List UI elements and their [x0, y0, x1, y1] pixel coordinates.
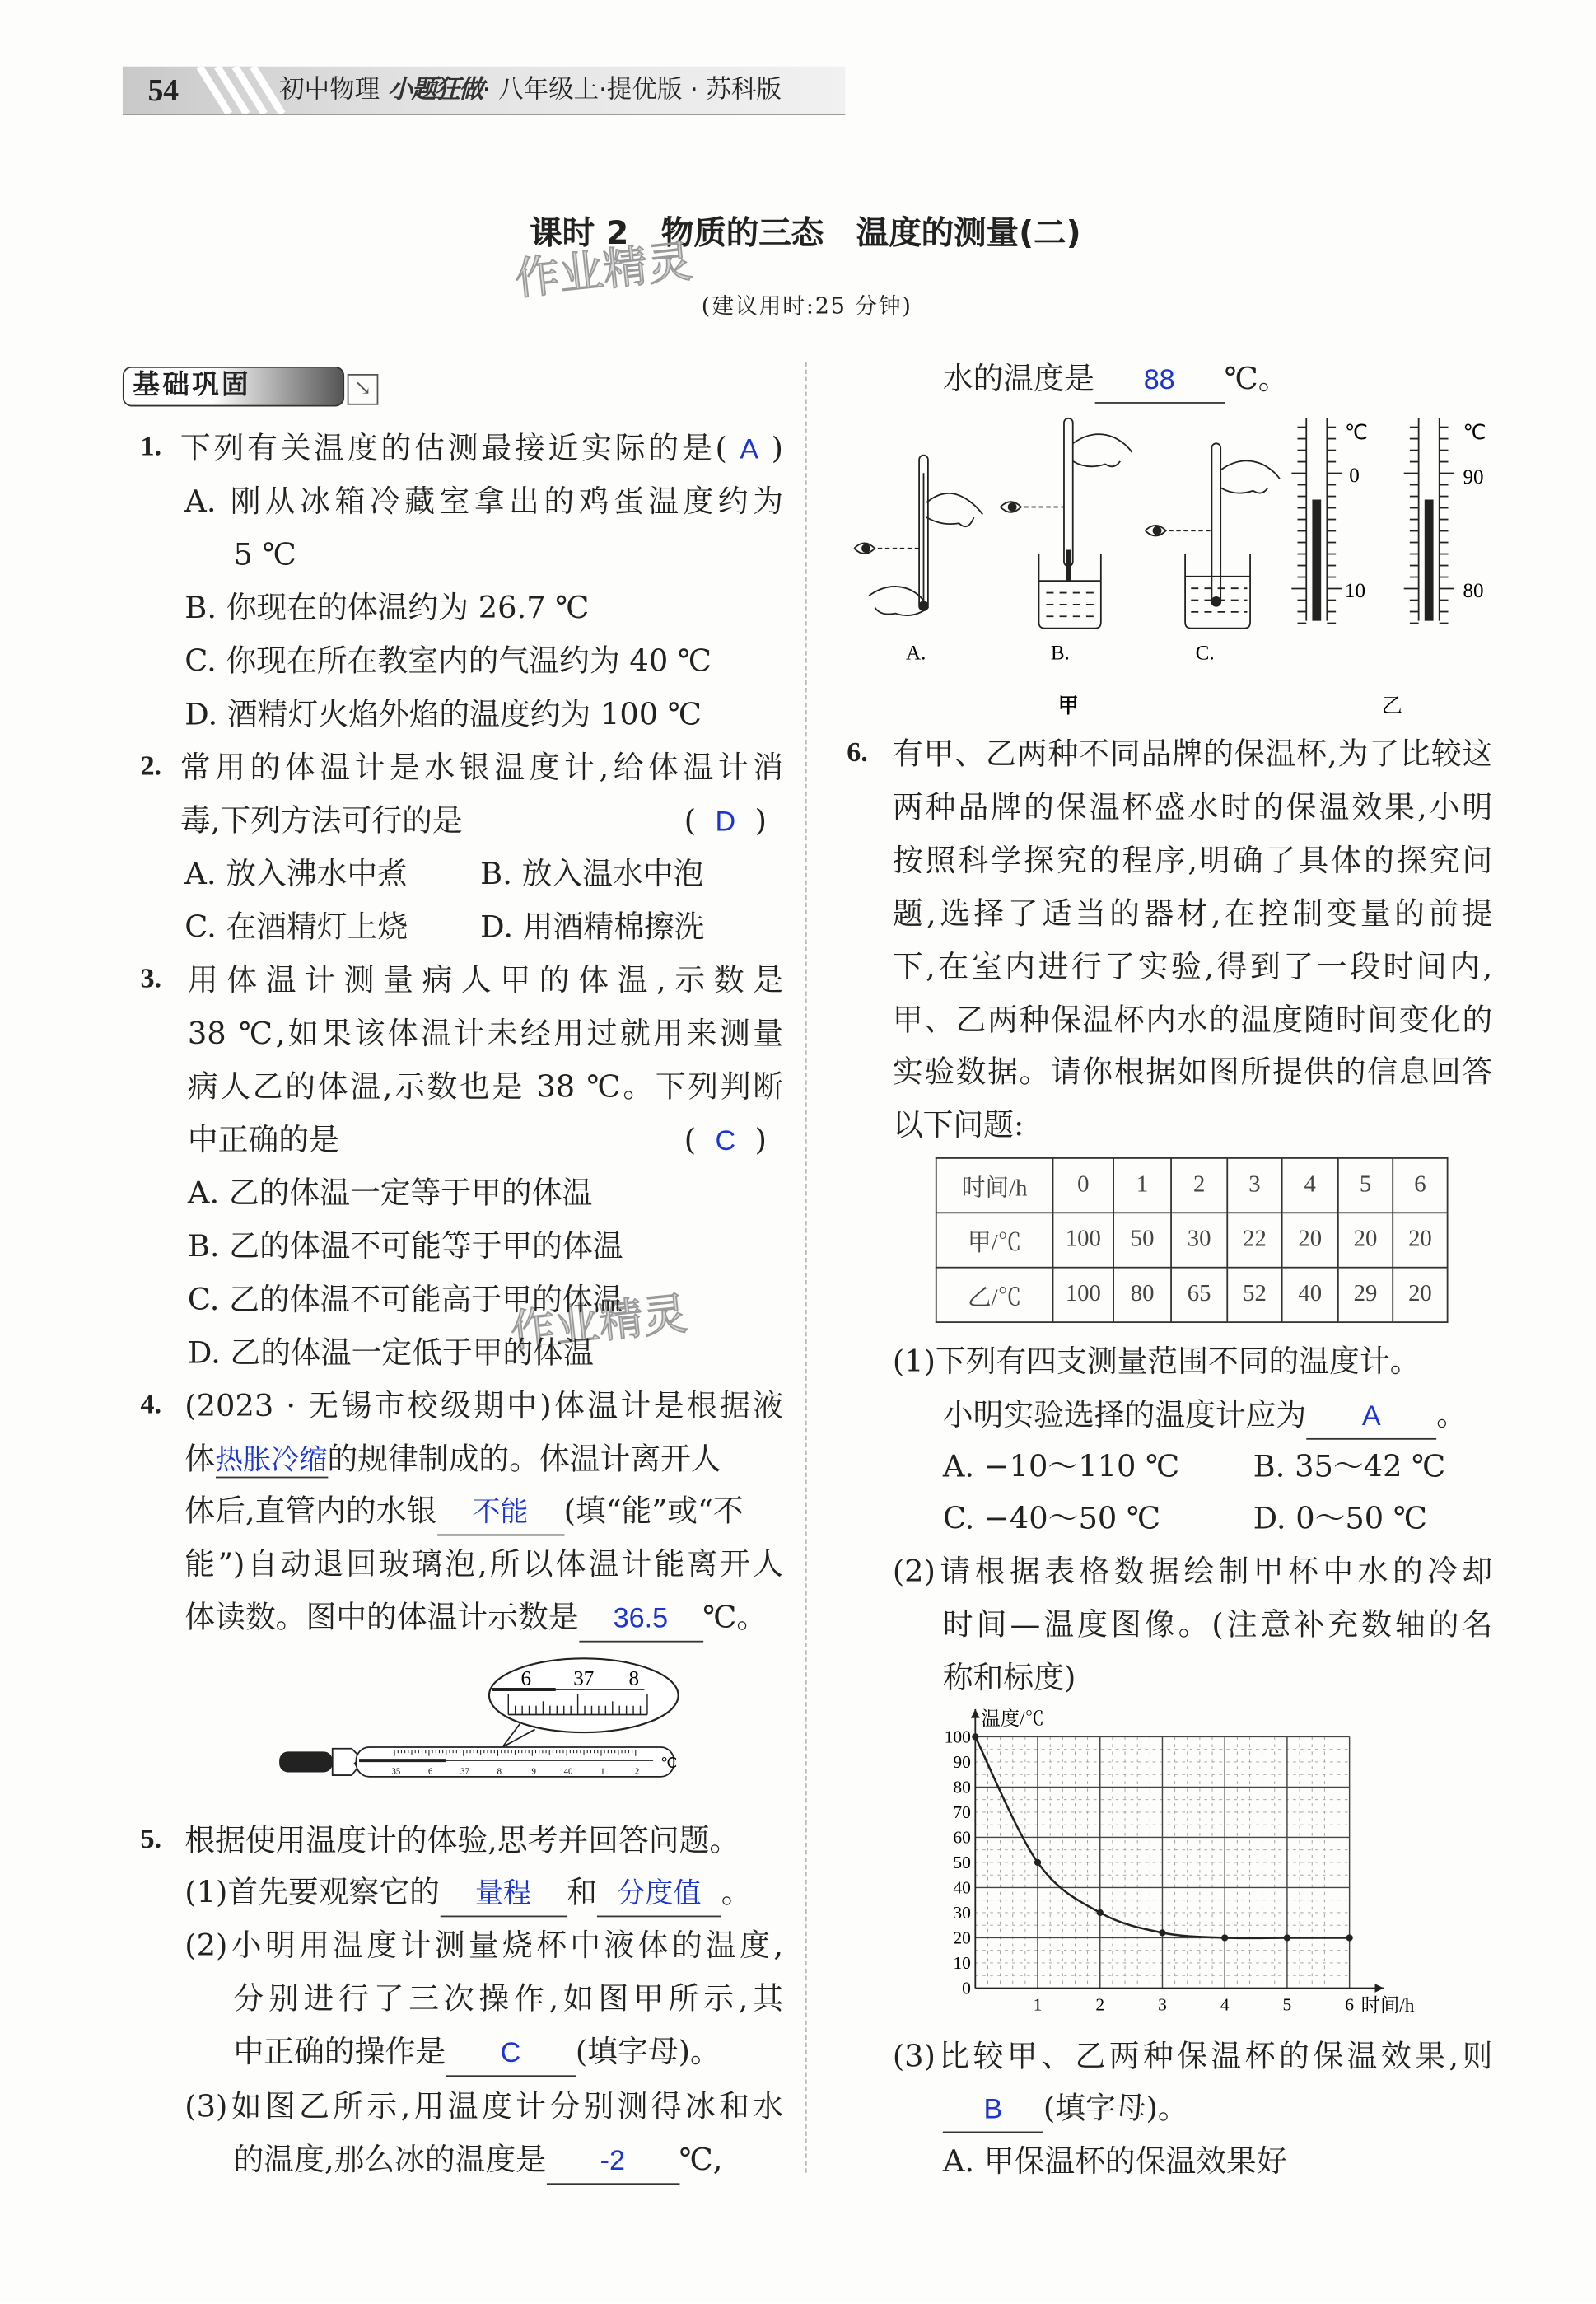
- arrow-icon: ↘: [348, 374, 379, 405]
- q6-sub-2-line-3: 称和标度): [942, 1660, 1076, 1696]
- text: (填字母)。: [575, 2034, 721, 2070]
- table-cell: 30: [1171, 1213, 1227, 1267]
- q1-option-a: A. 刚从冰箱冷藏室拿出的鸡蛋温度约为: [184, 483, 784, 519]
- q2-option-b: B. 放入温水中泡: [480, 855, 704, 892]
- brand-logo: 小题狂做: [387, 75, 483, 105]
- q6-sub-1-option-b: B. 35～42 ℃: [1253, 1448, 1446, 1484]
- q4-line-4: 能”)自动退回玻璃泡,所以体温计能离开人: [184, 1545, 784, 1582]
- lesson-title: 课时 2 物质的三态 温度的测量(二): [530, 215, 1081, 253]
- q4-answer-3: 36.5: [579, 1600, 703, 1643]
- q6-answer-3: B: [943, 2090, 1043, 2133]
- table-cell: 52: [1227, 1268, 1281, 1322]
- q3-option-a: A. 乙的体温一定等于甲的体温: [187, 1175, 593, 1211]
- q6-sub-2-line-2: 时间—温度图像。(注意补充数轴的名: [942, 1606, 1493, 1643]
- paren: ): [771, 430, 784, 466]
- q5-part-3-line-3: [943, 352, 1289, 405]
- table-cell: 29: [1338, 1268, 1393, 1322]
- text: (填字母)。: [1043, 2090, 1188, 2126]
- cooling-curve-chart: [924, 1693, 1449, 2026]
- header-stripes: [184, 67, 288, 114]
- unit-label: ℃: [660, 1755, 678, 1772]
- data-point: [1034, 1859, 1041, 1866]
- unit-label: ℃: [1344, 421, 1369, 444]
- q6-stem-line: 有甲、乙两种不同品牌的保温杯,为了比较这: [892, 736, 1493, 772]
- figure-yi-label: 乙: [1381, 694, 1402, 717]
- q2-answer-paren: ( D ): [684, 802, 767, 839]
- q1-option-b: B. 你现在的体温约为 26.7 ℃: [184, 589, 590, 626]
- y-tick-label: 100: [944, 1727, 971, 1747]
- q6-stem-line: 下,在室内进行了实验,得到了一段时间内,: [892, 948, 1493, 984]
- q5-part-2-line-3: [234, 2025, 721, 2078]
- watermark: 作业精灵: [512, 236, 695, 306]
- table-cell: 20: [1393, 1213, 1447, 1267]
- q6-sub-3: (3)比较甲、乙两种保温杯的保温效果,则: [892, 2038, 1493, 2074]
- table-cell: 22: [1227, 1213, 1281, 1267]
- q6-sub-3-option-a: A. 甲保温杯的保温效果好: [942, 2143, 1287, 2179]
- q6-stem-line: 题,选择了适当的器材,在控制变量的前提: [892, 895, 1493, 931]
- q4-number: 4.: [140, 1389, 162, 1421]
- q6-answer-1: A: [1306, 1397, 1436, 1440]
- q3-option-d: D. 乙的体温一定低于甲的体温: [187, 1334, 594, 1371]
- q3-stem-3: 病人乙的体温,示数也是 38 ℃。下列判断: [187, 1068, 784, 1105]
- q5-answer-5: 88: [1094, 361, 1225, 404]
- q3-answer-paren: ( C ): [684, 1121, 767, 1158]
- text: 体: [184, 1441, 216, 1477]
- figure-jia-label: 甲: [1057, 694, 1079, 717]
- q6-sub-2-line-1: (2)请根据表格数据绘制甲杯中水的冷却: [892, 1553, 1493, 1589]
- scale-label: 80: [1463, 579, 1484, 602]
- x-tick-label: 2: [1095, 1994, 1105, 2015]
- table-cell: 100: [1053, 1213, 1114, 1267]
- q6-sub-1-option-d: D. 0～50 ℃: [1253, 1500, 1428, 1536]
- watermark: 作业精灵: [508, 1288, 690, 1359]
- table-cell: 20: [1338, 1213, 1393, 1267]
- table-cell: 0: [1053, 1158, 1114, 1213]
- scale-label: 37: [460, 1766, 469, 1777]
- q5-answer-3: C: [446, 2034, 576, 2077]
- data-point: [1159, 1929, 1165, 1936]
- text: 的温度,那么冰的温度是: [233, 2142, 547, 2178]
- edition: · 八年级上·提优版 · 苏科版: [482, 75, 782, 105]
- table-row: [936, 1213, 1448, 1267]
- q5-answer-2: 分度值: [597, 1874, 721, 1917]
- hand-icon: [1220, 460, 1280, 493]
- q5-part-1: [184, 1866, 751, 1919]
- x-axis-label: 时间/h: [1360, 1995, 1415, 2017]
- x-tick-label: 4: [1220, 1994, 1230, 2015]
- data-point: [1284, 1934, 1290, 1941]
- q6-stem-line: 按照科学探究的程序,明确了具体的探究问: [892, 842, 1493, 878]
- hand-icon: [1073, 434, 1132, 466]
- y-tick-label: 30: [953, 1903, 971, 1923]
- table-cell: 65: [1171, 1268, 1227, 1322]
- x-tick-label: 1: [1033, 1994, 1043, 2015]
- q1-answer: A: [740, 434, 759, 466]
- text: 和: [567, 1874, 598, 1910]
- q6-sub-1: (1)下列有四支测量范围不同的温度计。: [892, 1344, 1421, 1380]
- table-cell: 2: [1171, 1158, 1227, 1213]
- x-tick-label: 3: [1158, 1994, 1167, 2015]
- page-number: 54: [147, 72, 180, 108]
- q3-stem-2: 38 ℃,如果该体温计未经用过就用来测量: [187, 1015, 784, 1051]
- table-cell: 甲/℃: [936, 1213, 1053, 1267]
- table-cell: 20: [1282, 1213, 1338, 1267]
- y-tick-label: 10: [953, 1953, 971, 1974]
- thermometer-operations-figure: [842, 406, 1507, 724]
- y-tick-label: 0: [962, 1978, 971, 1998]
- bulb: [279, 1751, 333, 1772]
- q3-stem-1: 用体温计测量病人甲的体温,示数是: [187, 962, 784, 998]
- table-cell: 50: [1113, 1213, 1171, 1267]
- scale-label: 6: [428, 1766, 433, 1777]
- q2-option-a: A. 放入沸水中煮: [184, 855, 408, 892]
- q1-option-a-cont: 5 ℃: [233, 536, 296, 572]
- text: ℃。: [702, 1599, 768, 1635]
- text: ℃。: [1224, 360, 1289, 396]
- data-point: [1097, 1909, 1104, 1916]
- table-cell: 乙/℃: [936, 1268, 1053, 1322]
- data-point: [1221, 1934, 1228, 1941]
- q5-part-2-line-2: 分别进行了三次操作,如图甲所示,其: [233, 1980, 784, 2017]
- table-cell: 4: [1282, 1158, 1338, 1213]
- data-point: [972, 1733, 978, 1740]
- table-header-row: [936, 1158, 1448, 1213]
- q4-line-1: (2023 · 无锡市校级期中)体温计是根据液: [184, 1387, 784, 1424]
- temperature-data-table: [936, 1157, 1449, 1323]
- text: 小明实验选择的温度计应为: [942, 1396, 1307, 1432]
- scale-label: 10: [1344, 579, 1366, 602]
- q5-part-3-line-2: [234, 2133, 723, 2186]
- table-cell: 3: [1227, 1158, 1281, 1213]
- text: 中正确的操作是: [233, 2034, 446, 2070]
- zoom-label: 8: [628, 1667, 640, 1690]
- scale-label: 2: [634, 1766, 640, 1777]
- q4-answer-1: 热胀冷缩: [215, 1445, 328, 1477]
- text: 的规律制成的。体温计离开人: [327, 1441, 721, 1477]
- q5-answer-1: 量程: [440, 1874, 567, 1917]
- scale-label: 40: [563, 1766, 573, 1777]
- x-tick-label: 6: [1345, 1994, 1355, 2015]
- x-tick-label: 5: [1282, 1994, 1292, 2015]
- q6-stem-line: 实验数据。请你根据如图所提供的信息回答: [892, 1054, 1493, 1091]
- q6-number: 6.: [847, 737, 868, 769]
- table-cell: 5: [1338, 1158, 1393, 1213]
- figure-label-c: C.: [1195, 642, 1215, 665]
- y-tick-label: 80: [953, 1777, 971, 1797]
- q2-stem-2: 毒,下列方法可行的是: [180, 802, 463, 839]
- q4-line-5: [184, 1591, 767, 1644]
- y-tick-label: 60: [953, 1827, 971, 1848]
- q5-answer-4: -2: [546, 2142, 679, 2185]
- y-tick-label: 20: [953, 1928, 971, 1948]
- stem-text: 下列有关温度的估测最接近实际的是(: [180, 430, 727, 466]
- q5-number: 5.: [140, 1824, 162, 1855]
- zoom-label: 6: [520, 1667, 532, 1690]
- q1-stem: [180, 421, 783, 474]
- q1-option-c: C. 你现在所在教室内的气温约为 40 ℃: [184, 643, 712, 679]
- table-cell: 6: [1393, 1158, 1447, 1213]
- table-cell: 时间/h: [936, 1158, 1053, 1213]
- q6-sub-1-option-a: A. −10～110 ℃: [942, 1448, 1180, 1484]
- subject: 初中物理: [279, 75, 380, 105]
- scale-label: 8: [497, 1766, 502, 1777]
- thermometer-c: [1211, 443, 1220, 605]
- section-label: 基础巩固: [133, 369, 252, 401]
- table-row: [936, 1268, 1448, 1322]
- water-liquid-column: [1425, 500, 1434, 621]
- scale-label: 90: [1463, 465, 1484, 488]
- section-badge: [123, 367, 344, 406]
- q2-stem-1: 常用的体温计是水银温度计,给体温计消: [180, 749, 784, 785]
- y-tick-label: 50: [953, 1853, 971, 1873]
- scale-label: 1: [600, 1766, 605, 1777]
- thermometer-b: [1064, 418, 1073, 566]
- y-axis-label: 温度/℃: [981, 1708, 1044, 1731]
- q6-sub-1-line-2: [943, 1388, 1467, 1442]
- q5-part-2-line-1: (2)小明用温度计测量烧杯中液体的温度,: [184, 1927, 784, 1963]
- clinical-thermometer-figure: [272, 1648, 700, 1788]
- text: (填“能”或“不: [563, 1493, 744, 1529]
- text: (1)首先要观察它的: [184, 1874, 440, 1910]
- column-divider: [805, 362, 807, 2173]
- q6-sub-1-option-c: C. −40～50 ℃: [942, 1500, 1161, 1536]
- text: 体后,直管内的水银: [184, 1493, 437, 1529]
- unit-label: ℃: [1463, 421, 1486, 444]
- q3-option-b: B. 乙的体温不可能等于甲的体温: [187, 1228, 623, 1264]
- q5-stem: 根据使用温度计的体验,思考并回答问题。: [184, 1822, 740, 1858]
- q4-line-2: [184, 1432, 721, 1486]
- data-point: [1346, 1934, 1353, 1941]
- q6-stem-line: 两种品牌的保温杯盛水时的保温效果,小明: [892, 789, 1493, 825]
- table-cell: 40: [1282, 1268, 1338, 1322]
- hand-icon: [926, 493, 982, 526]
- text: ℃,: [679, 2142, 723, 2178]
- q4-answer-2: 不能: [436, 1493, 563, 1535]
- scale-label: 0: [1349, 464, 1360, 487]
- q6-stem-line: 甲、乙两种保温杯内水的温度随时间变化的: [892, 1001, 1493, 1037]
- table-cell: 1: [1113, 1158, 1171, 1213]
- x-axis-arrow-icon: [1375, 1984, 1384, 1993]
- zoom-label: 37: [573, 1667, 595, 1690]
- q2-number: 2.: [140, 750, 162, 783]
- q2-answer: D: [715, 806, 736, 839]
- y-axis-arrow-icon: [971, 1709, 980, 1718]
- q2-option-d: D. 用酒精棉擦洗: [480, 909, 705, 945]
- table-cell: 100: [1053, 1268, 1114, 1322]
- suggested-time: (建议用时:25 分钟): [701, 292, 912, 320]
- text: 水的温度是: [942, 360, 1094, 396]
- figure-label-a: A.: [905, 642, 926, 665]
- table-cell: 20: [1393, 1268, 1447, 1322]
- figure-label-b: B.: [1050, 642, 1070, 665]
- text: 。: [1436, 1396, 1467, 1432]
- q3-stem-4: 中正确的是: [187, 1121, 339, 1158]
- q3-option-c: C. 乙的体温不可能高于甲的体温: [187, 1281, 623, 1317]
- beaker-c: [1185, 554, 1250, 629]
- q6-sub-3-line-2: [943, 2082, 1188, 2135]
- ice-liquid-column: [1312, 500, 1321, 621]
- q4-line-3: [184, 1484, 743, 1538]
- text: 。: [721, 1874, 752, 1910]
- y-tick-label: 70: [953, 1802, 971, 1823]
- q5-part-3-line-1: (3)如图乙所示,用温度计分别测得冰和水: [184, 2088, 784, 2124]
- q1-number: 1.: [140, 431, 162, 463]
- q3-answer: C: [715, 1126, 736, 1158]
- text: 体读数。图中的体温计示数是: [184, 1599, 579, 1635]
- book-title: [279, 69, 782, 110]
- y-tick-label: 40: [953, 1877, 971, 1898]
- q6-stem-line: 以下问题:: [892, 1107, 1024, 1143]
- q3-number: 3.: [140, 963, 162, 995]
- scale-label: 9: [531, 1766, 536, 1777]
- table-cell: 80: [1113, 1268, 1171, 1322]
- scale-label: 35: [391, 1766, 401, 1777]
- y-tick-label: 90: [953, 1752, 971, 1773]
- q1-option-d: D. 酒精灯火焰外焰的温度约为 100 ℃: [184, 696, 702, 732]
- q2-option-c: C. 在酒精灯上烧: [184, 909, 408, 945]
